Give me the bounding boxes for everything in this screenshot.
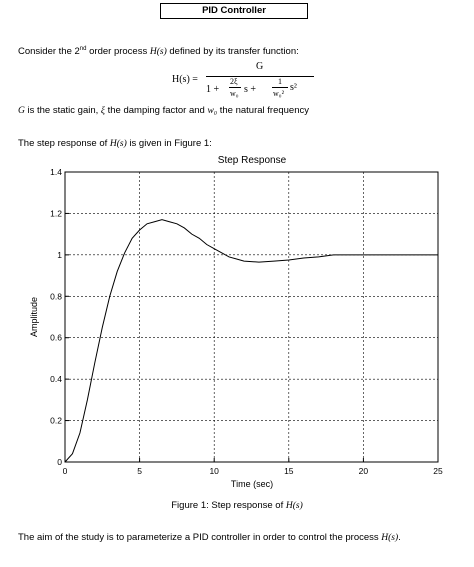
y-tick-label: 0.2 bbox=[50, 415, 62, 426]
y-tick-label: 0.8 bbox=[50, 291, 62, 302]
step-intro-text: The step response of H(s) is given in Figure 1: bbox=[18, 138, 212, 149]
figure-caption: Figure 1: Step response of H(s) bbox=[171, 500, 303, 511]
chart-title: Step Response bbox=[217, 155, 287, 166]
y-tick-label: 0.4 bbox=[50, 374, 62, 385]
definitions-text: G is the static gain, ξ the damping factor and w₀ the natural frequency bbox=[18, 105, 310, 116]
step-response-chart bbox=[0, 150, 474, 495]
x-tick-label: 0 bbox=[62, 466, 68, 476]
x-axis-label: Time (sec) bbox=[230, 479, 274, 489]
y-tick-label: 1 bbox=[57, 249, 62, 260]
y-tick-label: 0 bbox=[57, 457, 62, 467]
y-tick-label: 1.2 bbox=[50, 208, 62, 219]
x-tick-label: 20 bbox=[358, 466, 369, 476]
page-title: PID Controller bbox=[160, 3, 308, 19]
x-tick-label: 5 bbox=[137, 466, 142, 476]
y-axis-label: Amplitude bbox=[29, 296, 39, 338]
y-tick-label: 1.4 bbox=[50, 167, 62, 177]
x-tick-label: 15 bbox=[284, 466, 294, 476]
intro-paragraph: Consider the 2nd order process H(s) defined by its transfer function: bbox=[18, 46, 299, 58]
plot-area bbox=[65, 172, 438, 462]
closing-text: The aim of the study is to parameterize a PID controller in order to control the process H(s). bbox=[18, 532, 401, 543]
transfer-function-formula: H(s) = G 1 + 2ξ w₀ s + 1 w₀² s² bbox=[172, 62, 312, 104]
y-tick-label: 0.6 bbox=[50, 332, 62, 343]
x-tick-label: 25 bbox=[433, 466, 443, 476]
x-tick-label: 10 bbox=[209, 466, 219, 476]
